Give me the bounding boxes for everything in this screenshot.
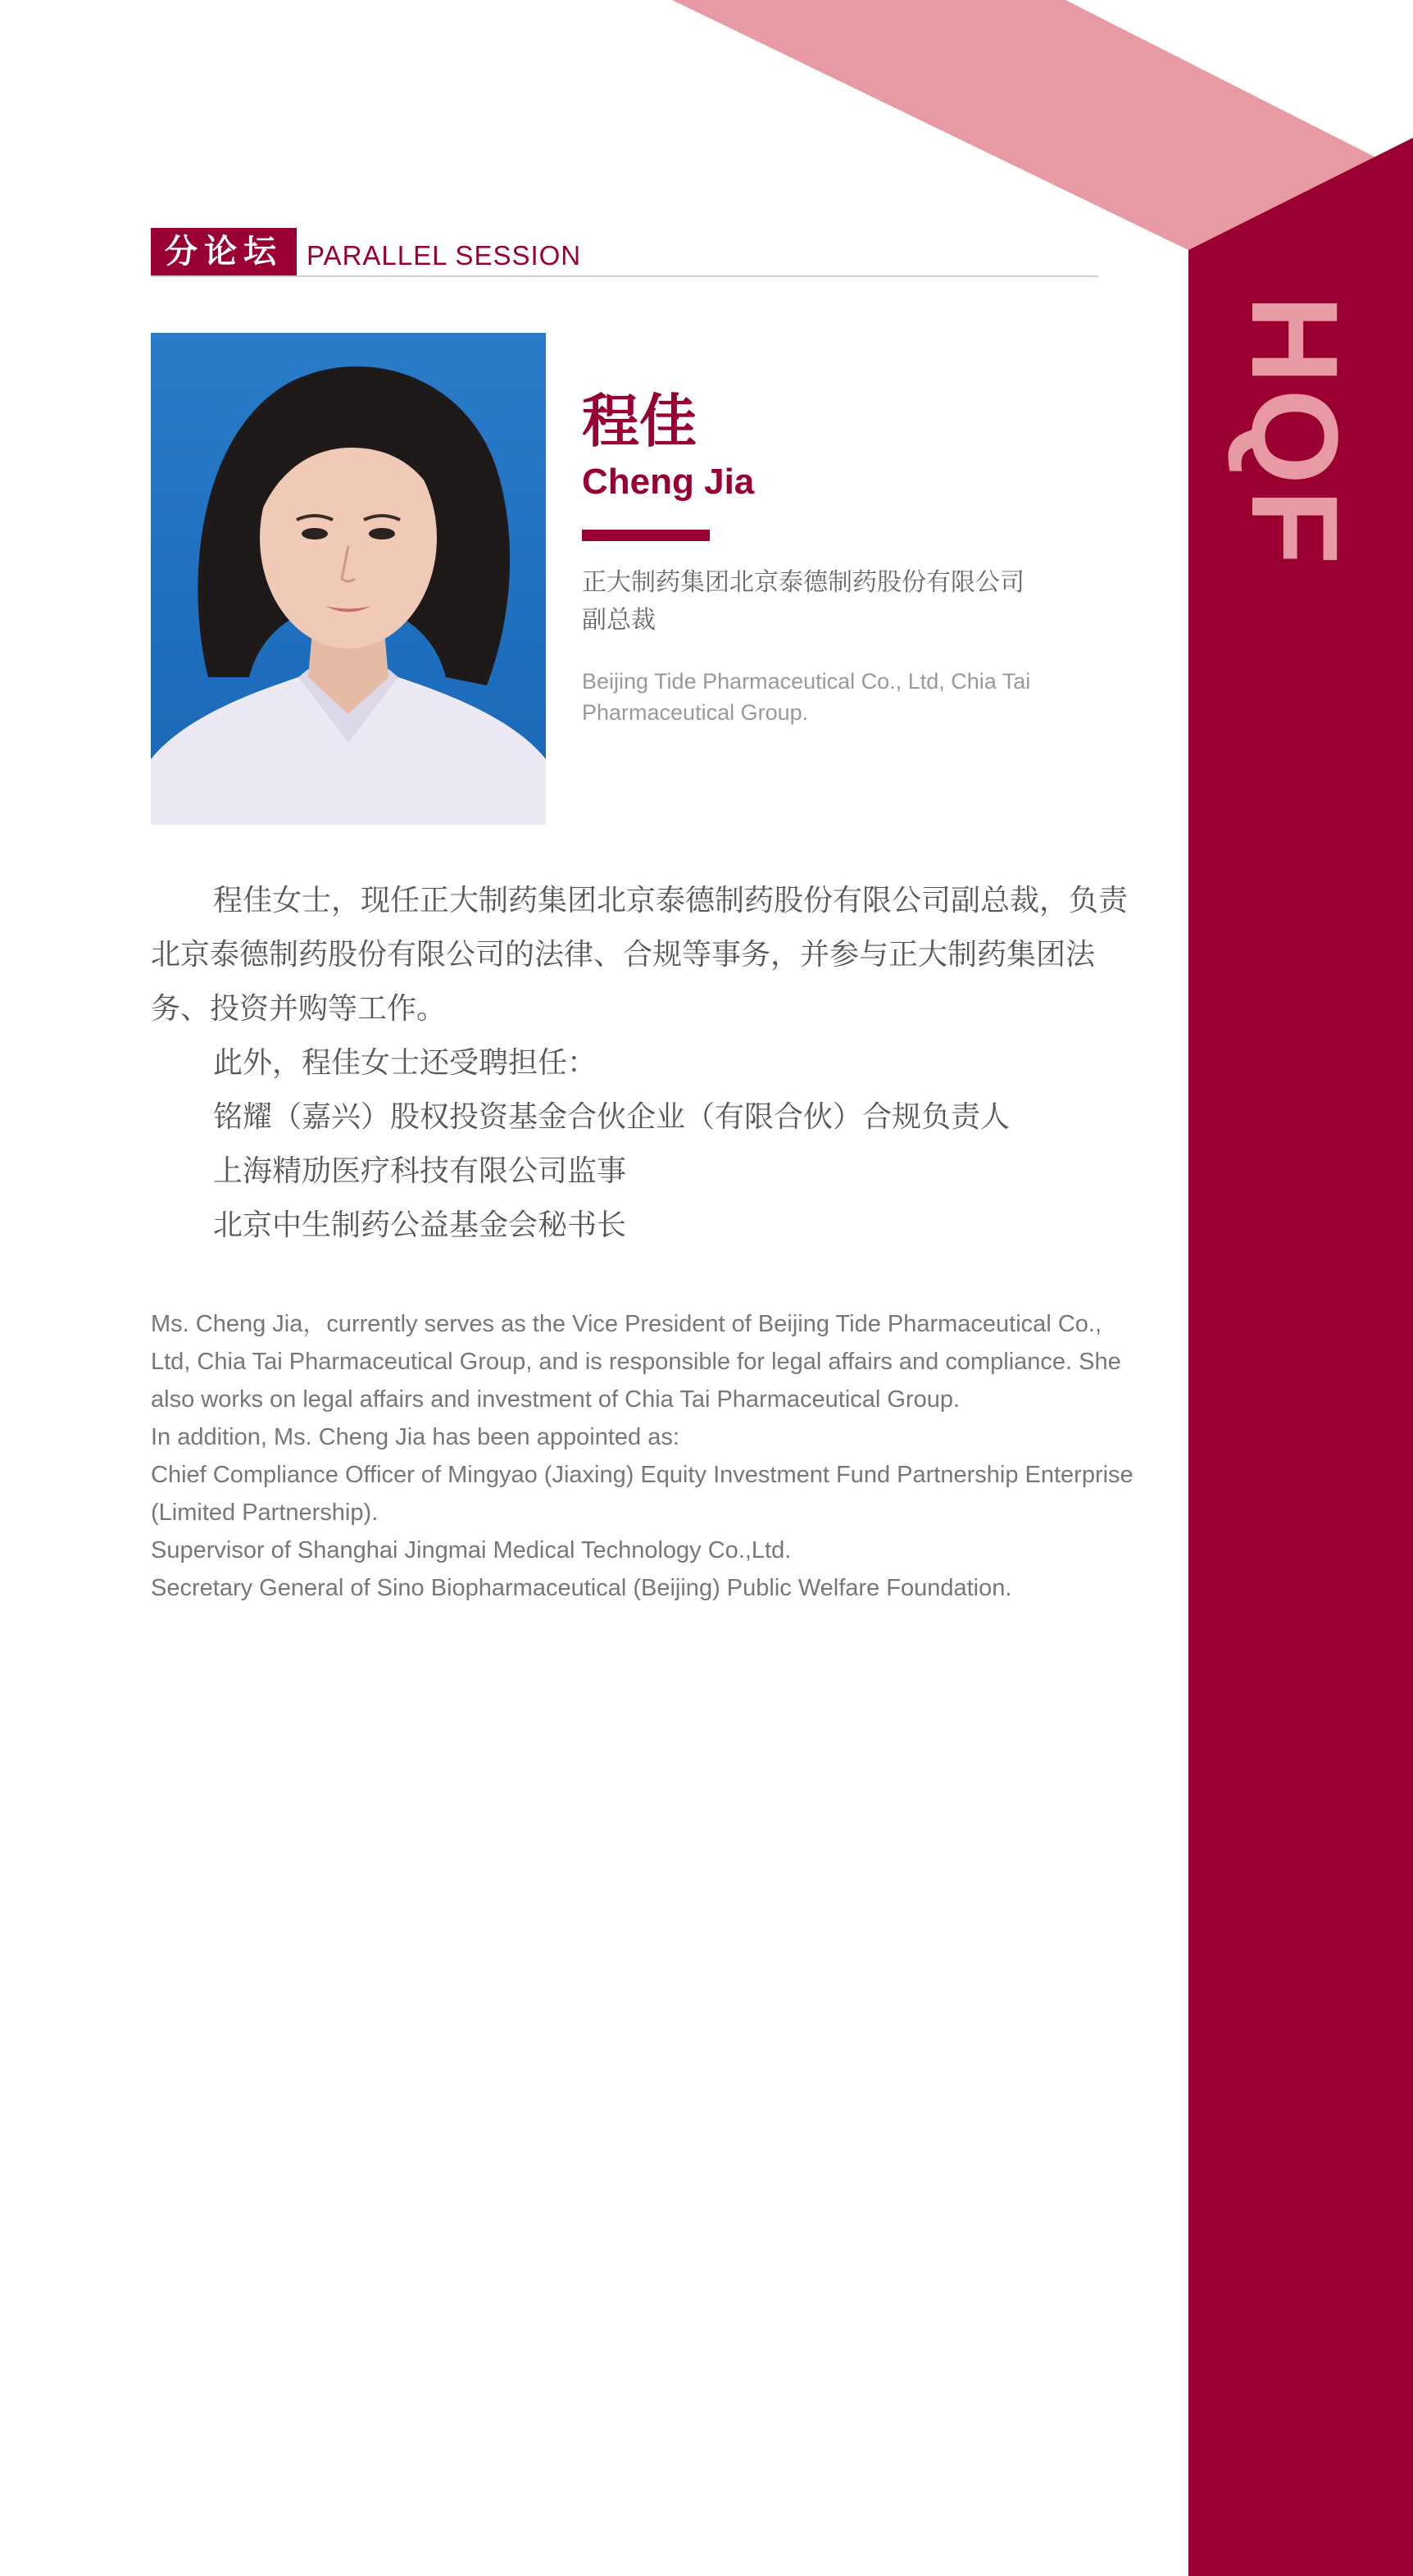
biography-cn <box>151 874 1139 1253</box>
bio-en-role-2: Supervisor of Shanghai Jingmai Medical Technology Co.,Ltd. <box>151 1537 792 1563</box>
session-header <box>151 228 1098 277</box>
bio-en-intro: Ms. Cheng Jia，currently serves as the Vice President of Beijing Tide Pharmaceutical Co., Ltd, Chia Tai Pharmaceutical Group, and is responsible for legal affairs and compliance. She also works on legal affairs and investment of Chia Tai Pharmaceutical Group. <box>151 1311 1121 1413</box>
title-cn-line-1: 正大制药集团北京泰德制药股份有限公司 <box>582 568 1025 597</box>
title-cn-line-2: 副总裁 <box>582 606 656 635</box>
bio-en-appointed: In addition, Ms. Cheng Jia has been appointed as: <box>151 1424 679 1450</box>
bio-en-role-1: Chief Compliance Officer of Mingyao (Jiaxing) Equity Investment Fund Partnership Enterprise (Limited Partnership). <box>151 1462 1134 1526</box>
speaker-portrait <box>151 333 546 825</box>
header-divider <box>151 275 1098 277</box>
speaker-name-en: Cheng Jia <box>582 462 755 502</box>
speaker-title-en: Beijing Tide Pharmaceutical Co., Ltd, Chia Tai Pharmaceutical Group. <box>582 669 1031 725</box>
hqf-side-logo: HQF <box>1226 295 1364 570</box>
bio-cn-role-1: 铭耀（嘉兴）股权投资基金合伙企业（有限合伙）合规负责人 <box>213 1100 1011 1134</box>
session-badge: 分论坛 <box>151 228 297 275</box>
portrait-illustration <box>151 333 546 825</box>
bio-cn-intro: 程佳女士，现任正大制药集团北京泰德制药股份有限公司副总裁，负责北京泰德制药股份有限公司的法律、合规等事务，并参与正大制药集团法务、投资并购等工作。 <box>151 884 1129 1026</box>
speaker-name-cn: 程佳 <box>582 388 697 455</box>
bio-cn-role-2: 上海精劢医疗科技有限公司监事 <box>213 1154 627 1188</box>
name-underline <box>582 530 710 541</box>
bio-en-role-3: Secretary General of Sino Biopharmaceutical (Beijing) Public Welfare Foundation. <box>151 1575 1012 1601</box>
bio-cn-appointed: 此外，程佳女士还受聘担任： <box>213 1046 597 1080</box>
session-label: PARALLEL SESSION <box>307 240 582 271</box>
bio-cn-role-3: 北京中生制药公益基金会秘书长 <box>213 1208 627 1242</box>
biography-en <box>151 1305 1139 1607</box>
speaker-title-cn <box>582 564 1106 639</box>
